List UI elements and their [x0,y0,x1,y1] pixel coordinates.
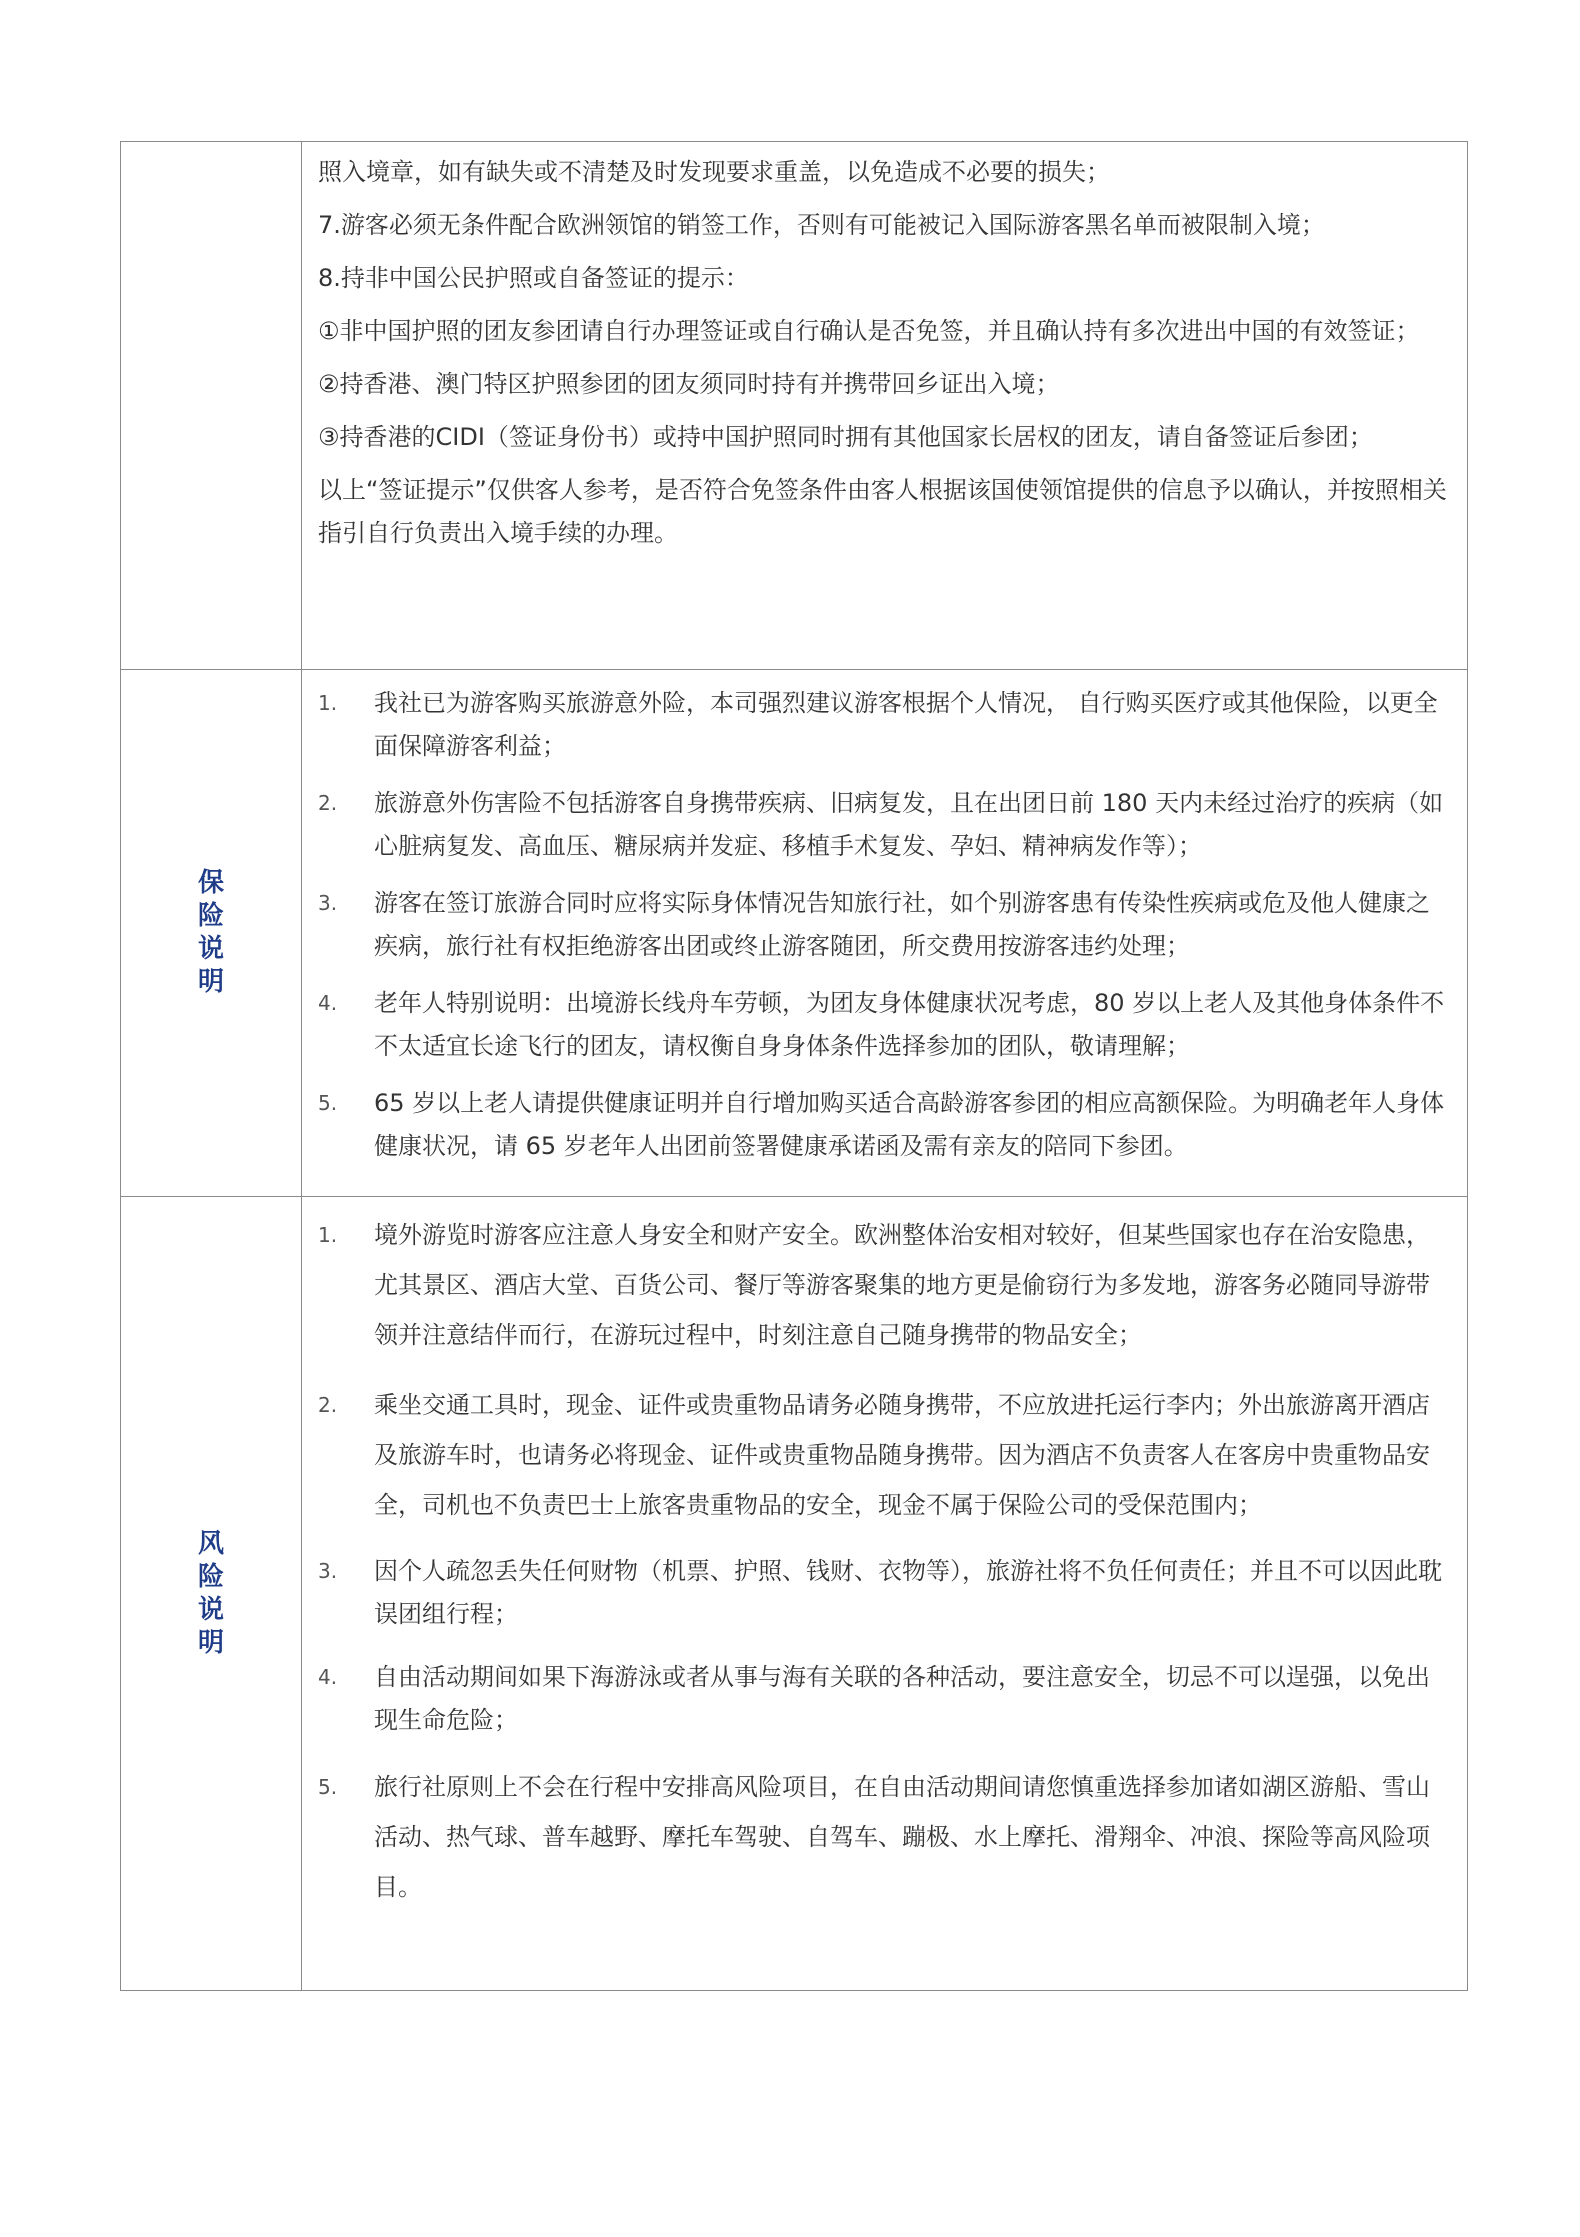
item-number: 5. [318,1775,338,1799]
visa-paragraph: ②持香港、澳门特区护照参团的团友须同时持有并携带回乡证出入境； [318,370,1060,398]
item-text: 自由活动期间如果下海游泳或者从事与海有关联的各种活动，要注意安全，切忌不可以逞强，以免出现生命危险； [374,1663,1430,1734]
item-number: 4. [318,991,338,1015]
notice-table [120,141,1468,1991]
visa-paragraph: 8.持非中国公民护照或自备签证的提示： [318,264,749,292]
item-number: 3. [318,1559,338,1583]
item-text: 游客在签订旅游合同时应将实际身体情况告知旅行社，如个别游客患有传染性疾病或危及他人健康之疾病，旅行社有权拒绝游客出团或终止游客随团，所交费用按游客违约处理； [374,889,1430,960]
visa-row [121,142,1468,670]
visa-paragraph: 7.游客必须无条件配合欧洲领馆的销签工作，否则有可能被记入国际游客黑名单而被限制入境； [318,211,1325,239]
list-item [318,1210,1449,1360]
visa-paragraph: 以上“签证提示”仅供客人参考，是否符合免签条件由客人根据该国使领馆提供的信息予以确认，并按照相关指引自行负责出入境手续的办理。 [318,476,1447,547]
visa-paragraph: ①非中国护照的团友参团请自行办理签证或自行确认是否免签，并且确认持有多次进出中国的有效签证； [318,317,1420,345]
visa-paragraph: ③持香港的CIDI（签证身份书）或持中国护照同时拥有其他国家长居权的团友，请自备签证后参团； [318,423,1373,451]
list-item [318,682,1449,768]
item-number: 1. [318,1223,338,1247]
list-item [318,1550,1449,1636]
risk-row [121,1197,1468,1991]
insurance-label-cell [121,670,302,1197]
risk-content-cell [302,1197,1468,1991]
insurance-label: 保险说明 [197,868,224,997]
item-text: 我社已为游客购买旅游意外险，本司强烈建议游客根据个人情况， 自行购买医疗或其他保险，以更全面保障游客利益； [374,689,1438,760]
item-text: 乘坐交通工具时，现金、证件或贵重物品请务必随身携带，不应放进托运行李内；外出旅游离开酒店及旅游车时，也请务必将现金、证件或贵重物品随身携带。因为酒店不负责客人在客房中贵重物品安全，司机也不负责巴士上旅客贵重物品的安全，现金不属于保险公司的受保范围内； [374,1391,1430,1519]
item-text: 因个人疏忽丢失任何财物（机票、护照、钱财、衣物等），旅游社将不负任何责任；并且不可以因此耽误团组行程； [374,1557,1442,1628]
list-item [318,1380,1449,1530]
list-item [318,882,1449,968]
item-text: 旅游意外伤害险不包括游客自身携带疾病、旧病复发，且在出团日前 180 天内未经过治疗的疾病（如心脏病复发、高血压、糖尿病并发症、移植手术复发、孕妇、精神病发作等）； [374,789,1444,860]
list-item [318,782,1449,868]
visa-label-cell [121,142,302,670]
item-number: 5. [318,1091,338,1115]
item-number: 3. [318,891,338,915]
item-text: 境外游览时游客应注意人身安全和财产安全。欧洲整体治安相对较好，但某些国家也存在治安隐患，尤其景区、酒店大堂、百货公司、餐厅等游客聚集的地方更是偷窃行为多发地，游客务必随同导游带领并注意结伴而行，在游玩过程中，时刻注意自己随身携带的物品安全； [374,1221,1430,1349]
item-number: 2. [318,791,338,815]
item-text: 旅行社原则上不会在行程中安排高风险项目，在自由活动期间请您慎重选择参加诸如湖区游船、雪山活动、热气球、普车越野、摩托车驾驶、自驾车、蹦极、水上摩托、滑翔伞、冲浪、探险等高风险项目。 [374,1773,1430,1901]
risk-label-cell [121,1197,302,1991]
item-text: 老年人特别说明：出境游长线舟车劳顿，为团友身体健康状况考虑，80 岁以上老人及其他身体条件不不太适宜长途飞行的团友，请权衡自身身体条件选择参加的团队，敬请理解； [374,989,1445,1060]
list-item [318,1656,1449,1742]
item-number: 1. [318,691,338,715]
insurance-content-cell [302,670,1468,1197]
item-text: 65 岁以上老人请提供健康证明并自行增加购买适合高龄游客参团的相应高额保险。为明确老年人身体健康状况，请 65 岁老年人出团前签署健康承诺函及需有亲友的陪同下参团。 [374,1089,1445,1160]
risk-label: 风险说明 [197,1528,224,1658]
list-item [318,1082,1449,1168]
list-item [318,982,1449,1068]
visa-paragraph: 照入境章，如有缺失或不清楚及时发现要求重盖，以免造成不必要的损失； [318,158,1110,186]
insurance-row [121,670,1468,1197]
list-item [318,1762,1449,1912]
item-number: 2. [318,1393,338,1417]
visa-content-cell [302,142,1468,670]
item-number: 4. [318,1665,338,1689]
